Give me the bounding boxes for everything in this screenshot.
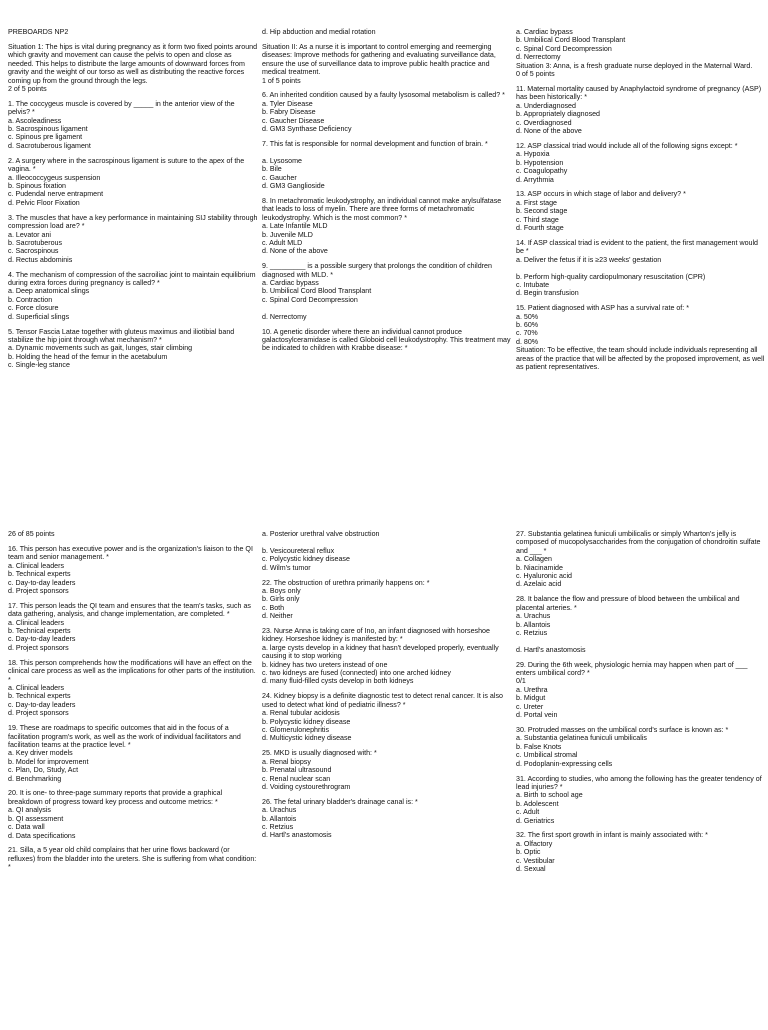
text-line: c. Pudendal nerve entrapment — [8, 190, 104, 199]
text-line: 3. The muscles that have a key performance in maintaining SIJ stability through compression load are? * — [8, 213, 260, 231]
text-line: d. Hartl's anastomosis — [516, 645, 586, 654]
question-block — [8, 100, 258, 150]
text-line: 25. MKD is usually diagnosed with: * — [262, 749, 377, 758]
text-line: d. Project sponsors — [8, 643, 69, 652]
text-line: a. Deliver the fetus if it is ≥23 weeks' gestation — [516, 255, 662, 264]
text-line: a. Collagen — [516, 555, 552, 564]
text-line: a. Deep anatomical slings — [8, 287, 90, 296]
text-line: a. Underdiagnosed — [516, 101, 576, 110]
question-block — [516, 726, 766, 768]
text-line: d. Superficial slings — [8, 312, 70, 321]
text-line: c. Adult — [516, 808, 540, 817]
text-line: b. Midgut — [516, 694, 546, 703]
column — [262, 28, 512, 528]
text-line: 14. If ASP classical triad is evident to the patient, the first management would be * — [516, 238, 760, 256]
question-block — [262, 627, 512, 686]
column — [8, 28, 258, 528]
text-line: c. Day-to-day leaders — [8, 578, 76, 587]
text-line: c. 70% — [516, 329, 538, 338]
text-line: a. Cardiac bypass — [262, 279, 319, 288]
question-block — [516, 142, 766, 184]
text-line: b. 60% — [516, 321, 539, 330]
text-line: a. Boys only — [262, 586, 301, 595]
text-line: b. Hypotension — [516, 158, 564, 167]
text-line: b. Model for improvement — [8, 757, 89, 766]
column — [8, 530, 258, 1030]
question-block — [8, 214, 258, 264]
text-line: a. Key driver models — [8, 749, 73, 758]
text-line: a. Dynamic movements such as gait, lunges, stair climbing — [8, 344, 193, 353]
text-line: a. Illeococcygeus suspension — [8, 173, 101, 182]
question-block — [516, 190, 766, 232]
text-line: c. Retzius — [262, 823, 294, 832]
text-line: Situation II: As a nurse it is important to control emerging and reemerging diseases: Improve methods for gathering and evaluating surveillance data, ensure the use of surveillance data to improve public health practice and medical treatment. — [262, 42, 498, 77]
text-line: b. Technical experts — [8, 627, 71, 636]
text-line: d. Benchmarking — [8, 774, 62, 783]
text-line: 31. According to studies, who among the following has the greater tendency of lead injuries? * — [516, 774, 764, 791]
text-line: b. Polycystic kidney disease — [262, 717, 351, 726]
text-line: 13. ASP occurs in which stage of labor and delivery? * — [516, 190, 686, 199]
text-line: 30. Protruded masses on the umbilical cord's surface is known as: * — [516, 726, 729, 735]
column — [516, 530, 766, 1030]
text-line: d. Sacrotuberous ligament — [8, 141, 91, 150]
text-line: a. Birth to school age — [516, 791, 583, 800]
question-block — [516, 595, 766, 654]
text-line: a. Urachus — [516, 612, 551, 621]
text-line: b. False Knots — [516, 742, 562, 751]
text-line: d. Podoplanin-expressing cells — [516, 759, 613, 768]
text-line: a. Late Infantile MLD — [262, 222, 328, 231]
question-block — [8, 43, 258, 93]
question-block — [262, 530, 512, 572]
text-line: d. Hartl's anastomosis — [262, 831, 332, 840]
text-line: b. Sacrotuberous — [8, 238, 63, 247]
question-block — [8, 157, 258, 207]
text-line: b. Spinous fixation — [8, 182, 66, 190]
question-block — [262, 197, 512, 256]
question-block — [516, 239, 766, 298]
text-line: 10. A genetic disorder where there an individual cannot produce galactosylceramidase is called Globoid cell leukodystrophy. This treatment may be indicated to children with Krabbe disease: * — [262, 327, 513, 353]
text-line: c. Spinal Cord Decompression — [516, 44, 612, 53]
question-block — [262, 140, 512, 190]
question-block — [262, 28, 512, 36]
text-line: b. Girls only — [262, 595, 300, 604]
text-line: c. Coagulopathy — [516, 167, 568, 176]
text-line: d. Pelvic Floor Fixation — [8, 198, 80, 207]
text-line: b. Umbilical Cord Blood Transplant — [516, 36, 626, 45]
text-line: 8. In metachromatic leukodystrophy, an individual cannot make arylsulfatase that leads to loss of myelin. There are three forms of metachromatic leukodystrophy. Which is the most common? * — [262, 196, 504, 222]
question-block — [262, 91, 512, 133]
text-line: 27. Substantia gelatinea funiculi umbilicalis or simply Wharton's jelly is composed of mucopolysaccharides from the conjugation of chondroitin sulfate and ___ * — [516, 530, 763, 555]
text-line: 6. An inherited condition caused by a faulty lysosomal metabolism is called? * — [262, 91, 505, 100]
question-block — [516, 85, 766, 135]
text-line: b. Technical experts — [8, 570, 71, 579]
text-line: b. Juvenile MLD — [262, 230, 313, 239]
text-line: d. Data specifications — [8, 831, 76, 840]
text-line: b. Allantois — [516, 620, 551, 629]
text-line: Situation 3: Anna, is a fresh graduate nurse deployed in the Maternal Ward. — [516, 61, 753, 70]
text-line: b. Sacrospinous ligament — [8, 125, 88, 134]
text-line: 1 of 5 points — [262, 76, 301, 85]
text-line: b. Allantois — [262, 814, 297, 823]
question-block — [262, 262, 512, 321]
text-line: c. Hyaluronic acid — [516, 572, 572, 581]
text-line: c. Plan, Do, Study, Act — [8, 766, 79, 775]
text-line: b. Prenatal ultrasound — [262, 766, 332, 775]
text-line: c. Intubate — [516, 280, 550, 289]
text-line: Situation 1: The hips is vital during pregnancy as it form two fixed points around which gravity and movement can cause the pelvis to open and close as needed. This helps to distribute the large amounts of downward forces from gravity and the weight of our torso as well as distributing the reactive forces coming up from the ground through the legs. — [8, 42, 260, 85]
text-line: a. Renal tubular acidosis — [262, 709, 340, 718]
question-block — [516, 304, 766, 371]
text-line: a. Clinical leaders — [8, 684, 64, 692]
text-line: d. Geriatrics — [516, 816, 555, 825]
column — [516, 28, 766, 528]
text-line: b. kidney has two ureters instead of one — [262, 660, 388, 669]
text-line: c. Adult MLD — [262, 238, 303, 247]
text-line: c. Gaucher — [262, 173, 297, 182]
text-line: b. QI assessment — [8, 814, 64, 823]
text-line: d. Sexual — [516, 865, 546, 874]
text-line: d. 80% — [516, 337, 539, 346]
text-line: a. First stage — [516, 198, 558, 207]
text-line: c. Spinal Cord Decompression — [262, 295, 358, 304]
text-line: 15. Patient diagnosed with ASP has a survival rate of: * — [516, 304, 689, 313]
text-line: 17. This person leads the QI team and ensures that the team's tasks, such as data gathering, analysis, and change implementation, are completed. * — [8, 601, 253, 619]
text-line: d. Wilm's tumor — [262, 563, 311, 572]
text-line: 2. A surgery where in the sacrospinous ligament is suture to the apex of the vagina. * — [8, 156, 247, 174]
text-line: 0 of 5 points — [516, 70, 555, 79]
text-line: a. Hypoxia — [516, 150, 550, 159]
text-line: b. Fabry Disease — [262, 108, 316, 117]
text-line: d. Nerrectomy — [262, 312, 307, 321]
text-line: 26. The fetal urinary bladder's drainage canal is: * — [262, 797, 418, 806]
text-line: 21. Silla, a 5 year old child complains that her urine flows backward (or refluxes) from the bladder into the ureters. She is suffering from what condition: * — [8, 846, 259, 872]
text-line: 23. Nurse Anna is taking care of Ino, an infant diagnosed with horseshoe kidney. Horseshoe kidney is manifested by: * — [262, 627, 492, 644]
column — [262, 530, 512, 1030]
question-block — [8, 328, 258, 370]
text-line: b. Contraction — [8, 295, 53, 304]
question-block — [262, 692, 512, 742]
text-line: b. Appropriately diagnosed — [516, 110, 601, 119]
text-line: a. Posterior urethral valve obstruction — [262, 530, 380, 538]
text-line: a. QI analysis — [8, 806, 51, 815]
question-block — [8, 530, 258, 538]
text-line: 20. It is one- to three-page summary reports that provide a graphical breakdown of progress toward key process and outcome metrics: * — [8, 789, 225, 806]
text-line: d. Nerrectomy — [516, 53, 561, 62]
text-line: a. Levator ani — [8, 230, 51, 239]
text-line: b. Umbilical Cord Blood Transplant — [262, 287, 372, 296]
text-line: b. Second stage — [516, 207, 568, 216]
text-line — [516, 264, 766, 272]
text-line: c. Spinous pre ligament — [8, 133, 83, 142]
text-line: c. Sacrospinous — [8, 247, 59, 256]
text-line: 24. Kidney biopsy is a definite diagnostic test to detect renal cancer. It is also used to detect what kind of pediatric illness? * — [262, 692, 505, 709]
text-line: d. None of the above — [516, 126, 582, 135]
text-line: c. Retzius — [516, 628, 548, 637]
text-line: a. Urachus — [262, 806, 297, 815]
question-block — [516, 775, 766, 825]
text-line: b. Vesicoureteral reflux — [262, 546, 335, 555]
text-line: c. Vestibular — [516, 856, 555, 865]
question-block — [8, 789, 258, 839]
page-2 — [0, 530, 768, 1030]
question-block — [8, 271, 258, 321]
text-line: c. Day-to-day leaders — [8, 700, 76, 709]
text-line: c. Both — [262, 603, 285, 612]
text-line: a. Renal biopsy — [262, 757, 311, 766]
text-line: a. Clinical leaders — [8, 618, 64, 627]
text-line: a. Substantia gelatinea funiculi umbilicalis — [516, 734, 647, 743]
question-block — [262, 579, 512, 621]
question-block — [8, 602, 258, 652]
question-block — [8, 28, 258, 36]
question-block — [8, 545, 258, 595]
text-line: d. Portal vein — [516, 711, 558, 720]
text-line: 22. The obstruction of urethra primarily happens on: * — [262, 578, 430, 587]
text-line: a. Olfactory — [516, 839, 553, 848]
text-line: a. Tyler Disease — [262, 99, 313, 108]
text-line: a. Lysosome — [262, 156, 302, 165]
question-block — [8, 659, 258, 718]
text-line: d. Neither — [262, 612, 293, 621]
text-line: c. Overdiagnosed — [516, 118, 572, 127]
question-block — [262, 43, 512, 85]
text-line: d. GM3 Synthase Deficiency — [262, 125, 352, 134]
text-line: b. Technical experts — [8, 692, 71, 701]
text-line: 1. The coccygeus muscle is covered by _____ in the anterior view of the pelvis? * — [8, 99, 237, 117]
text-line: d. Project sponsors — [8, 586, 69, 595]
text-line: 18. This person comprehends how the modifications will have an effect on the clinical care process as well as the implications for other parts of the institution. * — [8, 658, 258, 684]
text-line: c. Day-to-day leaders — [8, 635, 76, 644]
text-line: d. Rectus abdominis — [8, 255, 73, 264]
text-line: b. Adolescent — [516, 799, 559, 808]
text-line: 11. Maternal mortality caused by Anaphylactoid syndrome of pregnancy (ASP) has been historically: * — [516, 84, 764, 102]
text-line: 19. These are roadmaps to specific outcomes that aid in the focus of a facilitation program's work, as well as the work of individual facilitators and facilitation teams at the practice level. * — [8, 724, 243, 749]
text-line: c. Glomerulonephritis — [262, 726, 330, 735]
text-line: d. Voiding cystourethrogram — [262, 782, 351, 791]
text-line: 16. This person has executive power and is the organization's liaison to the QI team and senior management. * — [8, 544, 255, 562]
text-line: c. Third stage — [516, 215, 559, 224]
text-line: PREBOARDS NP2 — [8, 28, 69, 36]
text-line: c. Umbilical stromal — [516, 751, 578, 760]
text-line — [262, 148, 512, 156]
text-line: c. Data wall — [8, 823, 45, 832]
text-line: c. two kidneys are fused (connected) into one arched kidney — [262, 669, 451, 678]
text-line: d. many fluid-filled cysts develop in both kidneys — [262, 677, 414, 686]
text-line: a. Cardiac bypass — [516, 28, 573, 36]
question-block — [516, 530, 766, 589]
text-line: a. 50% — [516, 312, 539, 321]
text-line: c. Single-leg stance — [8, 361, 70, 370]
question-block — [516, 831, 766, 873]
text-line: d. None of the above — [262, 247, 328, 256]
text-line: d. Hip abduction and medial rotation — [262, 28, 376, 36]
text-line: 7. This fat is responsible for normal development and function of brain. * — [262, 139, 488, 148]
text-line: c. Gaucher Disease — [262, 116, 325, 125]
text-line: d. Begin transfusion — [516, 289, 579, 298]
text-line: d. Azelaic acid — [516, 580, 562, 589]
question-block — [8, 724, 258, 783]
text-line: 26 of 85 points — [8, 530, 55, 538]
text-line: d. Multicystic kidney disease — [262, 734, 352, 743]
text-line: b. Bile — [262, 165, 282, 174]
page-1 — [0, 28, 768, 528]
text-line: 32. The first sport growth in infant is mainly associated with: * — [516, 831, 708, 840]
text-line: c. Renal nuclear scan — [262, 774, 331, 783]
question-block — [8, 846, 258, 871]
text-line: b. Optic — [516, 848, 541, 857]
question-block — [262, 749, 512, 791]
text-line: c. Polycystic kidney disease — [262, 555, 350, 564]
text-line: Situation: To be effective, the team should include individuals representing all areas of the practice that will be affected by the proposed improvement, as well as patient representatives. — [516, 346, 767, 372]
text-line: 29. During the 6th week, physiologic hernia may happen when part of ___ enters umbilical cord? * — [516, 660, 750, 678]
text-line: 0/1 — [516, 677, 526, 686]
text-line: b. Perform high-quality cardiopulmonary resuscitation (CPR) — [516, 272, 706, 281]
text-line: 4. The mechanism of compression of the sacroiliac joint to maintain equilibrium during extra forces during pregnancy is called? * — [8, 270, 258, 288]
text-line: d. GM3 Ganglioside — [262, 181, 325, 190]
text-line: d. Project sponsors — [8, 709, 69, 718]
question-block — [516, 28, 766, 78]
text-line: 2 of 5 points — [8, 84, 47, 93]
text-line: a. large cysts develop in a kidney that hasn't developed properly, eventually causing it to stop working — [262, 643, 501, 661]
question-block — [516, 661, 766, 720]
text-line: d. Fourth stage — [516, 224, 564, 233]
text-line — [262, 538, 512, 546]
text-line: a. Ascoleadiness — [8, 116, 62, 125]
question-block — [262, 328, 512, 353]
text-line: 5. Tensor Fascia Latae together with gluteus maximus and iliotibial band stabilize the hip joint through what mechanism? * — [8, 327, 237, 344]
text-line: a. Urethra — [516, 685, 548, 694]
text-line: 28. It balance the flow and pressure of blood between the umbilical and placental arteries. * — [516, 595, 742, 612]
text-line: c. Force closure — [8, 304, 59, 313]
text-line: b. Niacinamide — [516, 563, 563, 572]
text-line: 12. ASP classical triad would include all of the following signs except: * — [516, 141, 738, 150]
text-line — [516, 637, 766, 645]
text-line: b. Holding the head of the femur in the acetabulum — [8, 352, 168, 361]
question-block — [262, 798, 512, 840]
text-line: c. Ureter — [516, 702, 544, 711]
text-line: 9. _________ is a possible surgery that prolongs the condition of children diagnosed with MLD. * — [262, 262, 494, 279]
text-line: a. Clinical leaders — [8, 561, 64, 570]
text-line: d. Arrythmia — [516, 175, 554, 184]
text-line — [262, 304, 512, 312]
